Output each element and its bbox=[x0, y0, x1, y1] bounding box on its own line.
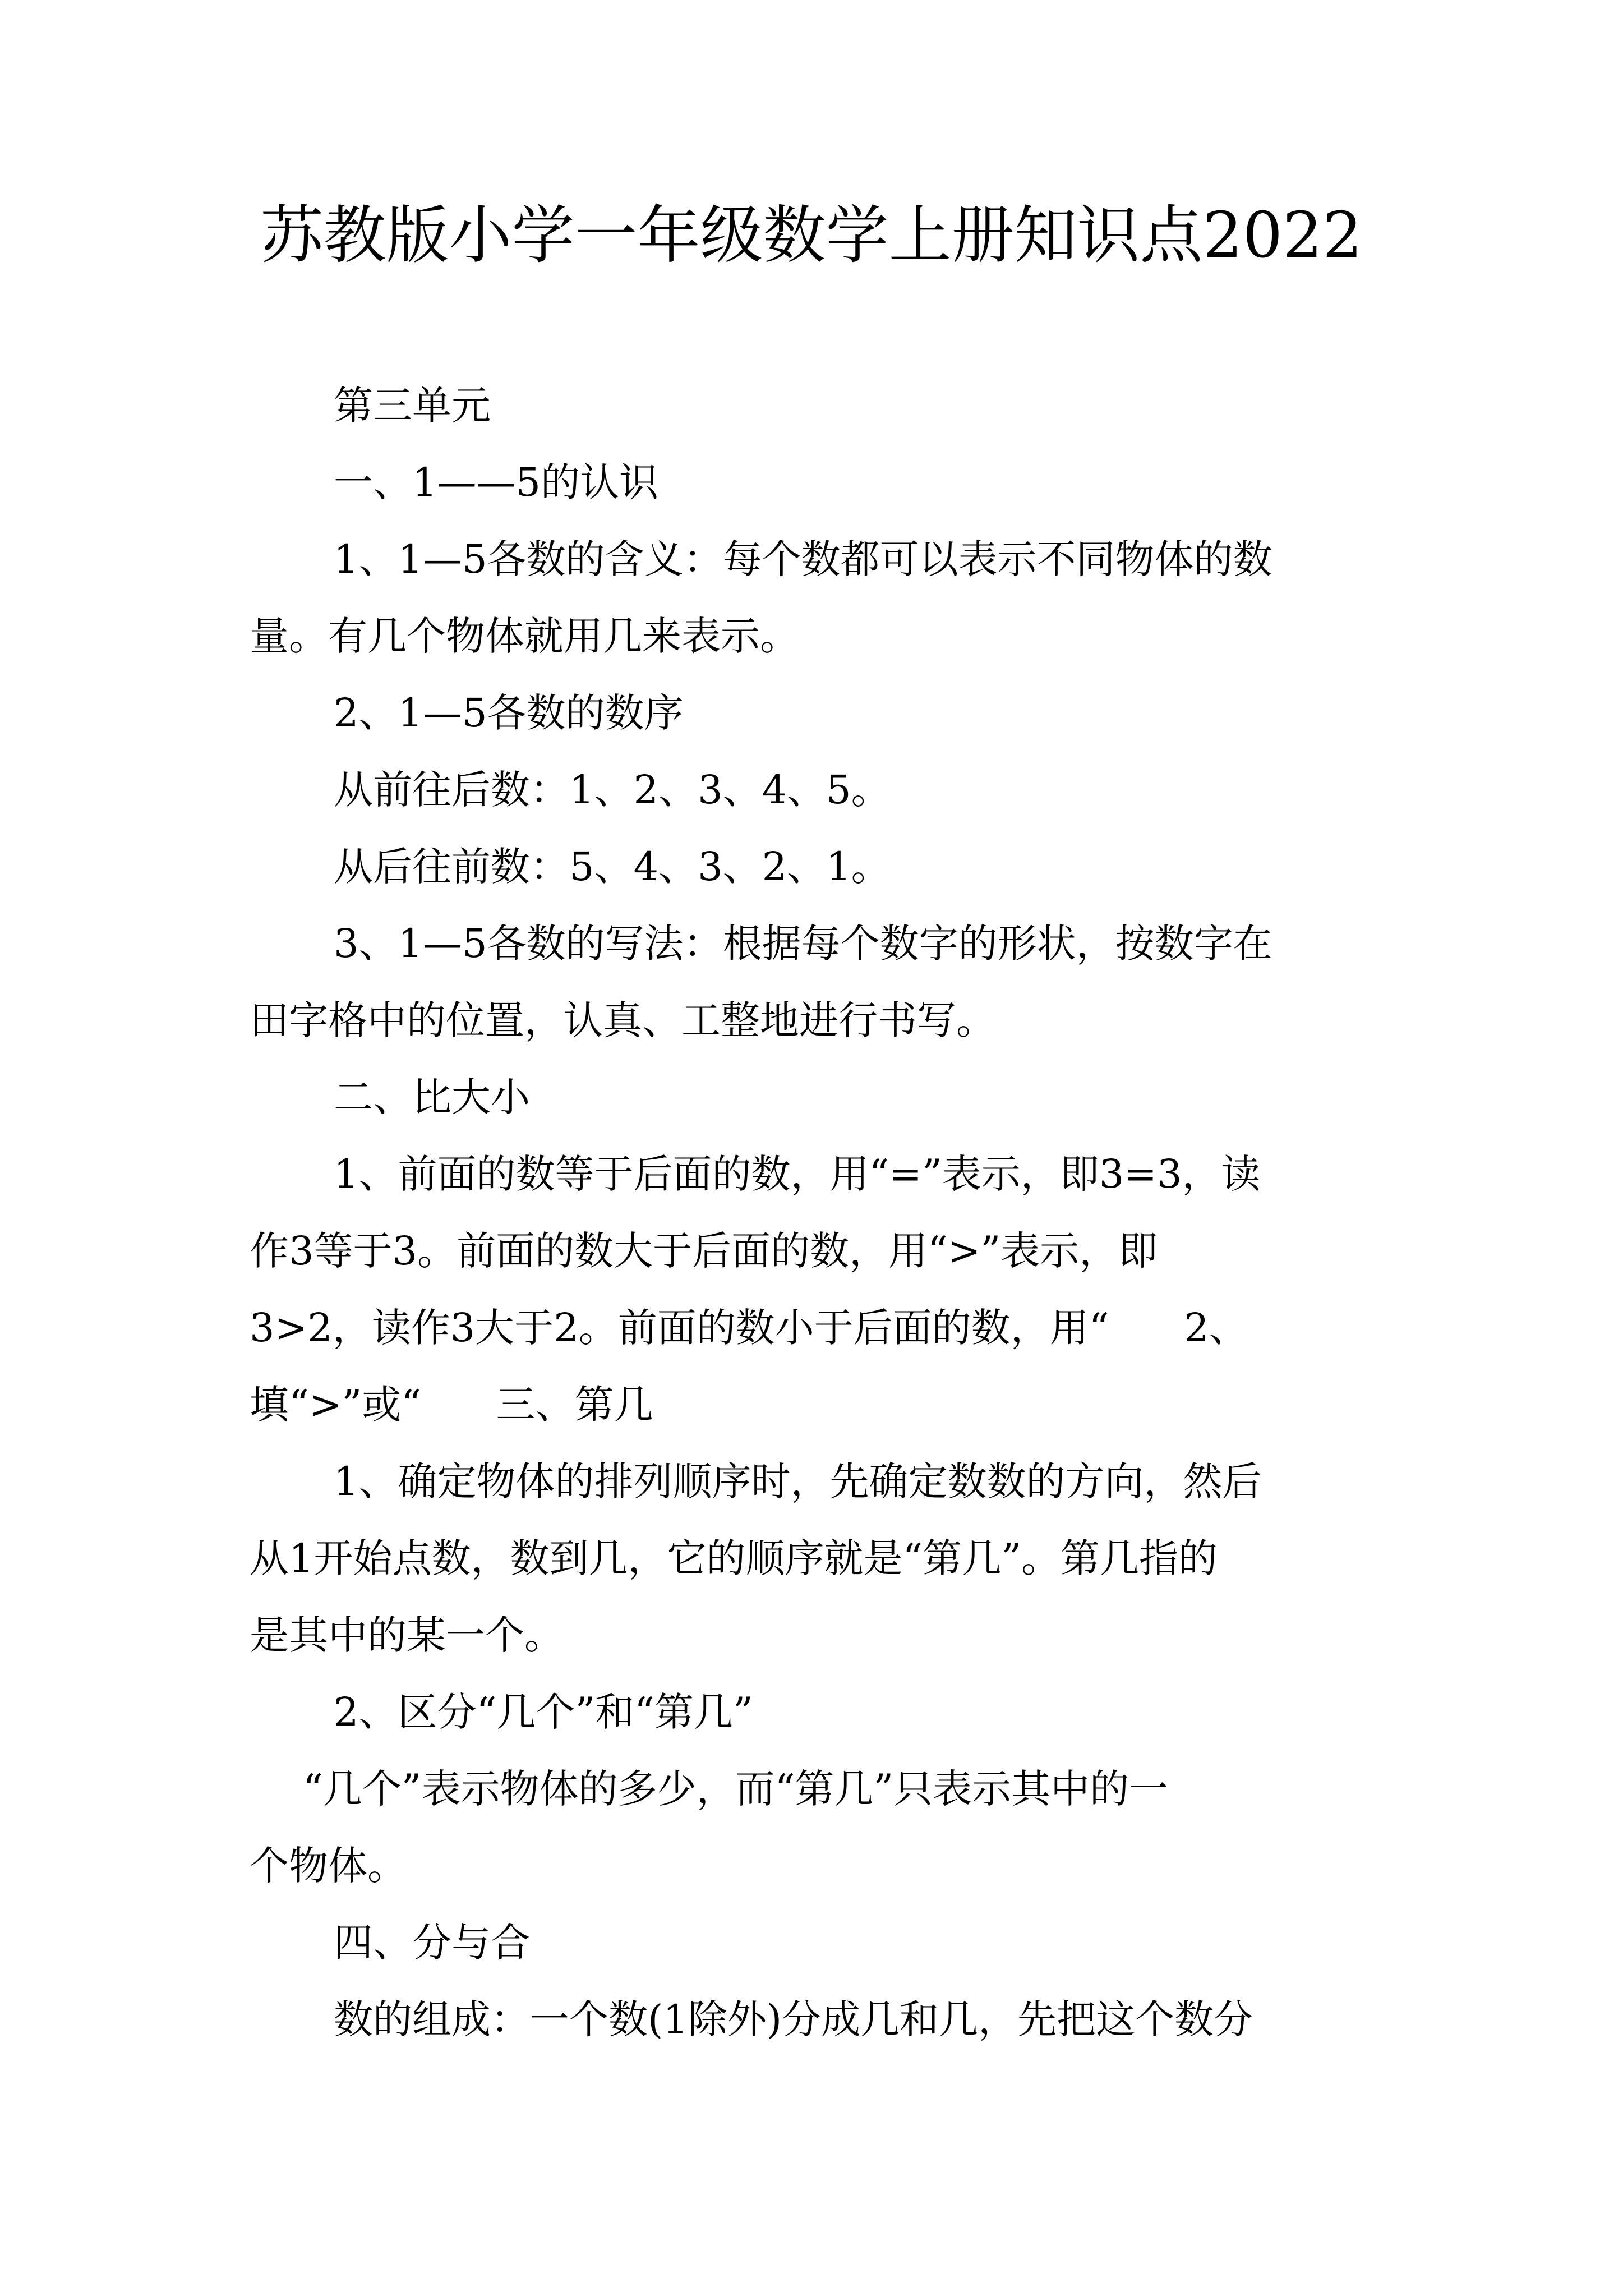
paragraph-line: 个物体。 bbox=[250, 1843, 407, 1889]
paragraph-line: 填“>”或“ 三、第几 bbox=[250, 1382, 653, 1428]
paragraph-line: 田字格中的位置，认真、工整地进行书写。 bbox=[250, 997, 995, 1043]
section-heading: 二、比大小 bbox=[334, 1074, 530, 1120]
paragraph-line: 1、前面的数等于后面的数，用“=”表示，即3=3，读 bbox=[334, 1151, 1261, 1197]
section-heading: 一、1——5的认识 bbox=[334, 459, 659, 505]
paragraph-line: 从前往后数：1、2、3、4、5。 bbox=[334, 767, 891, 813]
paragraph-line: 是其中的某一个。 bbox=[250, 1612, 564, 1658]
document-title: 苏教版小学一年级数学上册知识点2022 bbox=[260, 199, 1363, 272]
paragraph-line: 量。有几个物体就用几来表示。 bbox=[250, 613, 799, 659]
paragraph-line: 1、1—5各数的含义：每个数都可以表示不同物体的数 bbox=[334, 536, 1272, 582]
paragraph-line: 作3等于3。前面的数大于后面的数，用“>”表示，即 bbox=[250, 1228, 1158, 1274]
document-body bbox=[250, 367, 1385, 2058]
paragraph-line: 2、区分“几个”和“第几” bbox=[334, 1689, 753, 1735]
paragraph-line: “几个”表示物体的多少，而“第几”只表示其中的一 bbox=[303, 1766, 1169, 1812]
paragraph-line: 从1开始点数，数到几，它的顺序就是“第几”。第几指的 bbox=[250, 1535, 1218, 1581]
section-heading: 四、分与合 bbox=[334, 1920, 530, 1966]
paragraph-line: 3>2，读作3大于2。前面的数小于后面的数，用“ 2、 bbox=[250, 1305, 1248, 1351]
paragraph-line: 从后往前数：5、4、3、2、1。 bbox=[334, 844, 891, 890]
unit-heading: 第三单元 bbox=[334, 383, 491, 429]
paragraph-line: 3、1—5各数的写法：根据每个数字的形状，按数字在 bbox=[334, 921, 1272, 967]
paragraph-line: 2、1—5各数的数序 bbox=[334, 690, 684, 736]
paragraph-line: 数的组成：一个数(1除外)分成几和几，先把这个数分 bbox=[334, 1996, 1253, 2042]
paragraph-line: 1、确定物体的排列顺序时，先确定数数的方向，然后 bbox=[334, 1458, 1262, 1504]
